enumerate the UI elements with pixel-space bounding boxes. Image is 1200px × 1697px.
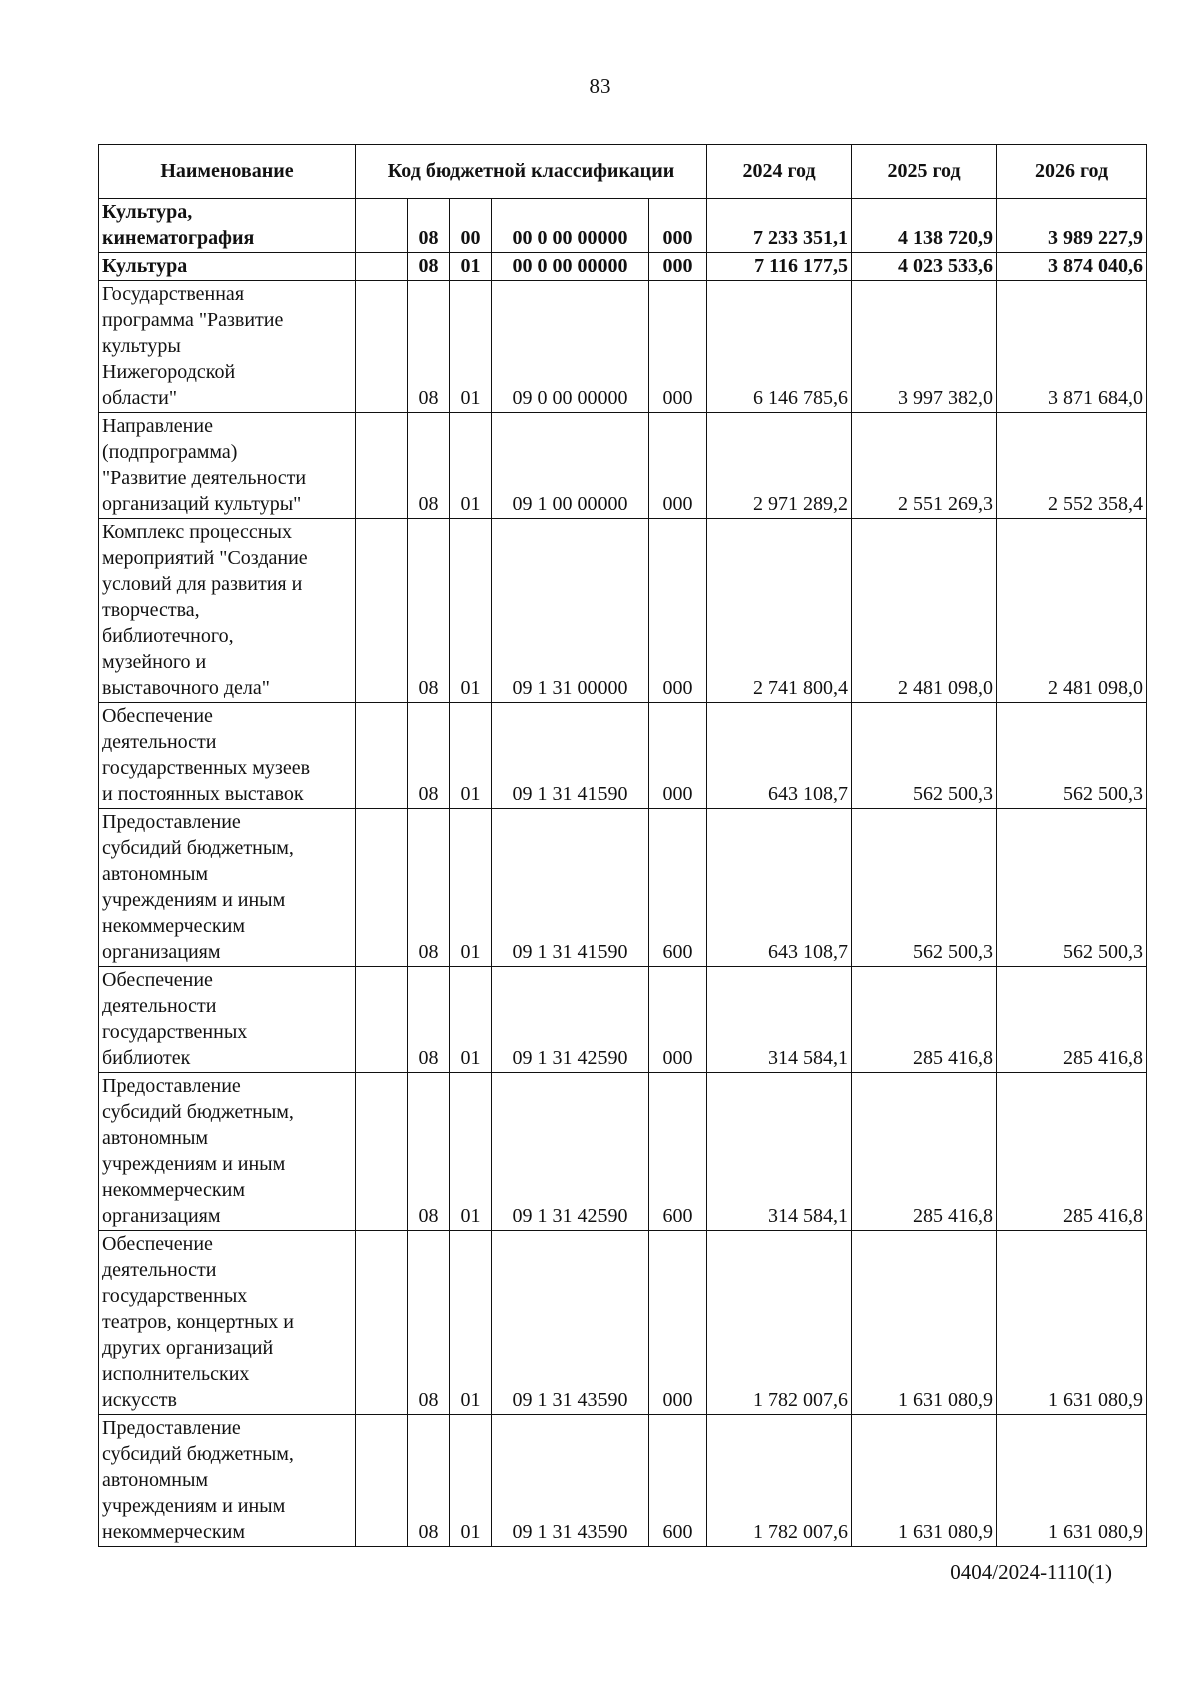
section-code: 08	[408, 809, 450, 967]
amount-2025: 1 631 080,9	[852, 1415, 997, 1547]
target-article-code: 09 1 00 00000	[492, 413, 649, 519]
row-name-line: субсидий бюджетным,	[102, 1101, 294, 1123]
section-code: 08	[408, 1415, 450, 1547]
table-row	[99, 1415, 1147, 1547]
table-row	[99, 703, 1147, 809]
header-code: Код бюджетной классификации	[356, 145, 707, 199]
table-row	[99, 1231, 1147, 1415]
section-code: 08	[408, 967, 450, 1073]
table-row	[99, 413, 1147, 519]
amount-2026: 562 500,3	[997, 703, 1147, 809]
row-name-line: Государственная	[102, 283, 245, 305]
target-article-code: 09 1 31 41590	[492, 809, 649, 967]
row-name	[99, 809, 356, 967]
expense-type-code: 600	[649, 1415, 707, 1547]
section-code: 08	[408, 253, 450, 281]
amount-2024: 643 108,7	[707, 809, 852, 967]
row-name-line: искусств	[102, 1389, 177, 1411]
empty-code-cell	[356, 281, 408, 413]
section-code: 08	[408, 413, 450, 519]
row-name-line: "Развитие деятельности	[102, 467, 307, 489]
header-2025: 2025 год	[852, 145, 997, 199]
expense-type-code: 000	[649, 413, 707, 519]
expense-type-code: 000	[649, 253, 707, 281]
empty-code-cell	[356, 1073, 408, 1231]
row-name-line: некоммерческим	[102, 915, 245, 937]
subsection-code: 01	[450, 413, 492, 519]
row-name	[99, 1415, 356, 1547]
target-article-code: 09 1 31 42590	[492, 967, 649, 1073]
section-code: 08	[408, 1231, 450, 1415]
row-name	[99, 199, 356, 253]
subsection-code: 01	[450, 967, 492, 1073]
amount-2024: 2 741 800,4	[707, 519, 852, 703]
row-name-line: культуры	[102, 335, 181, 357]
section-code: 08	[408, 1073, 450, 1231]
row-name-line: условий для развития и	[102, 573, 303, 595]
row-name-line: учреждениям и иным	[102, 889, 286, 911]
row-name-line: (подпрограмма)	[102, 441, 238, 463]
amount-2026: 2 481 098,0	[997, 519, 1147, 703]
target-article-code: 00 0 00 00000	[492, 253, 649, 281]
subsection-code: 01	[450, 519, 492, 703]
empty-code-cell	[356, 809, 408, 967]
section-code: 08	[408, 703, 450, 809]
row-name-line: Культура	[102, 255, 188, 277]
row-name-line: библиотек	[102, 1047, 191, 1069]
row-name-line: автономным	[102, 863, 209, 885]
amount-2026: 1 631 080,9	[997, 1231, 1147, 1415]
amount-2024: 6 146 785,6	[707, 281, 852, 413]
row-name-line: некоммерческим	[102, 1179, 245, 1201]
row-name-line: государственных музеев	[102, 757, 311, 779]
row-name-line: области"	[102, 387, 178, 409]
row-name-line: Комплекс процессных	[102, 521, 292, 543]
row-name-line: Обеспечение	[102, 969, 213, 991]
row-name-line: организациям	[102, 941, 221, 963]
row-name-line: программа "Развитие	[102, 309, 284, 331]
amount-2024: 643 108,7	[707, 703, 852, 809]
amount-2025: 4 023 533,6	[852, 253, 997, 281]
amount-2025: 562 500,3	[852, 703, 997, 809]
row-name-line: Нижегородской	[102, 361, 236, 383]
row-name-line: исполнительских	[102, 1363, 250, 1385]
subsection-code: 01	[450, 1073, 492, 1231]
table-row	[99, 967, 1147, 1073]
empty-code-cell	[356, 253, 408, 281]
row-name-line: учреждениям и иным	[102, 1495, 286, 1517]
row-name	[99, 281, 356, 413]
subsection-code: 01	[450, 703, 492, 809]
target-article-code: 09 1 31 43590	[492, 1231, 649, 1415]
row-name-line: деятельности	[102, 1259, 217, 1281]
expense-type-code: 000	[649, 519, 707, 703]
empty-code-cell	[356, 1415, 408, 1547]
row-name-line: Предоставление	[102, 811, 241, 833]
row-name-line: Культура,	[102, 201, 193, 223]
table-body	[99, 199, 1147, 1547]
amount-2026: 3 874 040,6	[997, 253, 1147, 281]
row-name-line: Направление	[102, 415, 213, 437]
expense-type-code: 600	[649, 1073, 707, 1231]
target-article-code: 09 0 00 00000	[492, 281, 649, 413]
amount-2026: 1 631 080,9	[997, 1415, 1147, 1547]
row-name-line: выставочного дела"	[102, 677, 270, 699]
amount-2024: 314 584,1	[707, 1073, 852, 1231]
table-row	[99, 1073, 1147, 1231]
subsection-code: 01	[450, 809, 492, 967]
subsection-code: 01	[450, 281, 492, 413]
row-name-line: Предоставление	[102, 1417, 241, 1439]
target-article-code: 09 1 31 41590	[492, 703, 649, 809]
row-name-line: автономным	[102, 1469, 209, 1491]
subsection-code: 01	[450, 1231, 492, 1415]
amount-2024: 314 584,1	[707, 967, 852, 1073]
row-name-line: других организаций	[102, 1337, 274, 1359]
amount-2025: 2 481 098,0	[852, 519, 997, 703]
subsection-code: 00	[450, 199, 492, 253]
empty-code-cell	[356, 199, 408, 253]
table-row	[99, 809, 1147, 967]
amount-2025: 2 551 269,3	[852, 413, 997, 519]
amount-2025: 3 997 382,0	[852, 281, 997, 413]
row-name	[99, 253, 356, 281]
expense-type-code: 000	[649, 199, 707, 253]
table-row	[99, 519, 1147, 703]
document-id: 0404/2024-1110(1)	[950, 1560, 1112, 1584]
row-name-line: автономным	[102, 1127, 209, 1149]
table-row	[99, 281, 1147, 413]
amount-2025: 1 631 080,9	[852, 1231, 997, 1415]
row-name-line: организациям	[102, 1205, 221, 1227]
target-article-code: 09 1 31 43590	[492, 1415, 649, 1547]
row-name-line: государственных	[102, 1021, 248, 1043]
table-row	[99, 199, 1147, 253]
section-code: 08	[408, 519, 450, 703]
amount-2025: 562 500,3	[852, 809, 997, 967]
amount-2026: 562 500,3	[997, 809, 1147, 967]
row-name-line: организаций культуры"	[102, 493, 302, 515]
amount-2026: 285 416,8	[997, 967, 1147, 1073]
empty-code-cell	[356, 703, 408, 809]
amount-2024: 1 782 007,6	[707, 1415, 852, 1547]
row-name-line: Обеспечение	[102, 705, 213, 727]
row-name-line: и постоянных выставок	[102, 783, 304, 805]
row-name-line: учреждениям и иным	[102, 1153, 286, 1175]
row-name-line: театров, концертных и	[102, 1311, 294, 1333]
row-name-line: субсидий бюджетным,	[102, 837, 294, 859]
row-name-line: кинематография	[102, 227, 255, 249]
amount-2024: 7 233 351,1	[707, 199, 852, 253]
amount-2024: 2 971 289,2	[707, 413, 852, 519]
amount-2024: 1 782 007,6	[707, 1231, 852, 1415]
section-code: 08	[408, 281, 450, 413]
row-name-line: государственных	[102, 1285, 248, 1307]
empty-code-cell	[356, 413, 408, 519]
empty-code-cell	[356, 519, 408, 703]
budget-table	[98, 144, 1147, 1547]
row-name	[99, 967, 356, 1073]
amount-2024: 7 116 177,5	[707, 253, 852, 281]
table-header-row	[99, 145, 1147, 199]
row-name-line: деятельности	[102, 731, 217, 753]
row-name-line: творчества,	[102, 599, 200, 621]
row-name-line: музейного и	[102, 651, 207, 673]
amount-2026: 285 416,8	[997, 1073, 1147, 1231]
row-name	[99, 413, 356, 519]
row-name-line: библиотечного,	[102, 625, 234, 647]
target-article-code: 09 1 31 42590	[492, 1073, 649, 1231]
section-code: 08	[408, 199, 450, 253]
header-name: Наименование	[99, 145, 356, 199]
amount-2026: 3 989 227,9	[997, 199, 1147, 253]
expense-type-code: 000	[649, 1231, 707, 1415]
table-row	[99, 253, 1147, 281]
row-name	[99, 703, 356, 809]
expense-type-code: 000	[649, 703, 707, 809]
row-name-line: субсидий бюджетным,	[102, 1443, 294, 1465]
amount-2025: 285 416,8	[852, 967, 997, 1073]
amount-2026: 3 871 684,0	[997, 281, 1147, 413]
row-name-line: деятельности	[102, 995, 217, 1017]
target-article-code: 09 1 31 00000	[492, 519, 649, 703]
row-name	[99, 1073, 356, 1231]
amount-2025: 4 138 720,9	[852, 199, 997, 253]
subsection-code: 01	[450, 253, 492, 281]
header-2024: 2024 год	[707, 145, 852, 199]
empty-code-cell	[356, 1231, 408, 1415]
header-2026: 2026 год	[997, 145, 1147, 199]
expense-type-code: 000	[649, 967, 707, 1073]
target-article-code: 00 0 00 00000	[492, 199, 649, 253]
empty-code-cell	[356, 967, 408, 1073]
expense-type-code: 000	[649, 281, 707, 413]
row-name	[99, 1231, 356, 1415]
row-name	[99, 519, 356, 703]
row-name-line: Обеспечение	[102, 1233, 213, 1255]
subsection-code: 01	[450, 1415, 492, 1547]
row-name-line: мероприятий "Создание	[102, 547, 308, 569]
page-number: 83	[589, 74, 611, 98]
row-name-line: некоммерческим	[102, 1521, 245, 1543]
amount-2025: 285 416,8	[852, 1073, 997, 1231]
amount-2026: 2 552 358,4	[997, 413, 1147, 519]
row-name-line: Предоставление	[102, 1075, 241, 1097]
expense-type-code: 600	[649, 809, 707, 967]
